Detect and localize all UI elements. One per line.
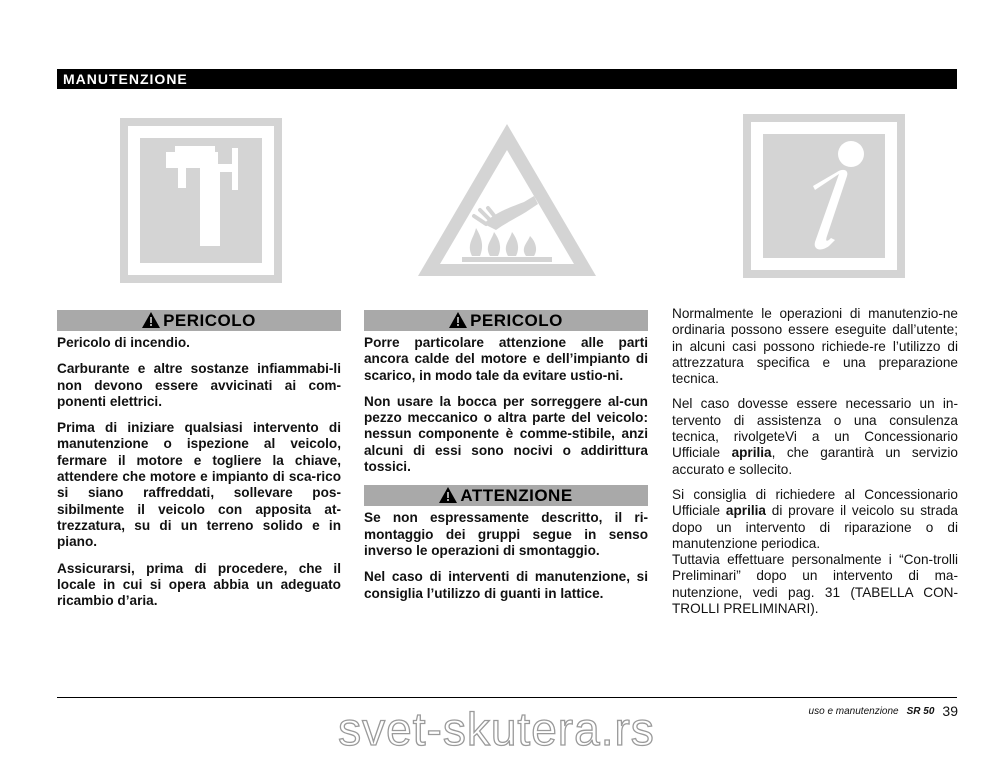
danger-header-1 <box>57 310 341 331</box>
paragraph: Nel caso di interventi di manutenzione, si consiglia l’utilizzo di guanti in lattice. <box>364 569 648 601</box>
brand-name: aprilia <box>725 503 766 519</box>
caution-header <box>364 485 648 506</box>
text-run: Nel caso dovesse essere necessario un in-tervento di assistenza o una consulenza tecnica, rivolgeteVi a un Concessionario Ufficiale <box>672 396 958 461</box>
paragraph: Prima di iniziare qualsiasi intervento di manutenzione o ispezione al veicolo, fermare il motore e togliere la chiave, attendere che motore e impianto di sca-rico si siano raffreddati, sollevare pos-sibilmente il veicolo con apposita at-trezzatura, su di un terreno solido e in piano. <box>57 420 341 550</box>
caution-header-label: ATTENZIONE <box>460 486 573 506</box>
warning-triangle-icon <box>449 312 467 333</box>
text-run: , che garantirà un servizio accurato e sollecito. <box>672 445 958 477</box>
danger-header-1-label: PERICOLO <box>163 311 256 330</box>
model-name: SR 50 <box>906 706 935 717</box>
footer-divider <box>57 697 957 698</box>
tools-icon <box>120 118 282 283</box>
info-column <box>672 306 958 626</box>
text-run: Si consiglia di richiedere al Concessionario Ufficiale <box>672 486 958 519</box>
danger-header-2 <box>364 310 648 331</box>
warning-column-1 <box>57 310 341 619</box>
paragraph <box>672 396 958 477</box>
text-run: di provare il veicolo su strada dopo un intervento di riparazione o di manutenzione periodica. <box>672 503 958 551</box>
hot-surface-warning-icon <box>412 120 602 280</box>
brand-name: aprilia <box>731 445 772 461</box>
paragraph: Se non espressamente descritto, il ri-montaggio dei gruppi segue in senso inverso le operazioni di smontaggio. <box>364 510 648 558</box>
page-number: 39 <box>942 703 958 719</box>
paragraph: Non usare la bocca per sorreggere al-cun pezzo meccanico o altra parte del veicolo: nessun componente è comme-stibile, anzi alcuni di essi sono nocivi o addirittura tossici. <box>364 393 648 475</box>
warning-triangle-icon <box>142 312 160 333</box>
paragraph: Pericolo di incendio. <box>57 335 190 350</box>
manual-title: uso e manutenzione <box>808 706 899 717</box>
paragraph: Normalmente le operazioni di manutenzio-ne ordinaria possono essere eseguite dall’utente; in alcuni casi possono richiede-re l’utilizzo di attrezzatura specifica e una preparazione tecnica. <box>672 306 958 387</box>
paragraph: Carburante e altre sostanze infiammabi-li non devono essere avvicinati ai com-ponenti elettrici. <box>57 361 341 409</box>
paragraph: Porre particolare attenzione alle parti ancora calde del motore e dell’impianto di scarico, in modo tale da evitare ustio-ni. <box>364 335 648 383</box>
watermark: svet-skutera.rs <box>338 703 655 755</box>
paragraph <box>672 487 958 552</box>
paragraph: Assicurarsi, prima di procedere, che il locale in cui si opera abbia un adeguato ricambio d’aria. <box>57 560 341 609</box>
paragraph: Tuttavia effettuare personalmente i “Con-trolli Preliminari” dopo un intervento di ma-nutenzione, vedi pag. 31 (TABELLA CON-TROLLI PRELIMINARI). <box>672 552 958 617</box>
section-title: MANUTENZIONE <box>57 69 957 89</box>
warning-column-2 <box>364 310 648 612</box>
danger-header-2-label: PERICOLO <box>470 311 563 330</box>
warning-triangle-icon <box>439 487 457 508</box>
info-icon <box>743 114 905 278</box>
